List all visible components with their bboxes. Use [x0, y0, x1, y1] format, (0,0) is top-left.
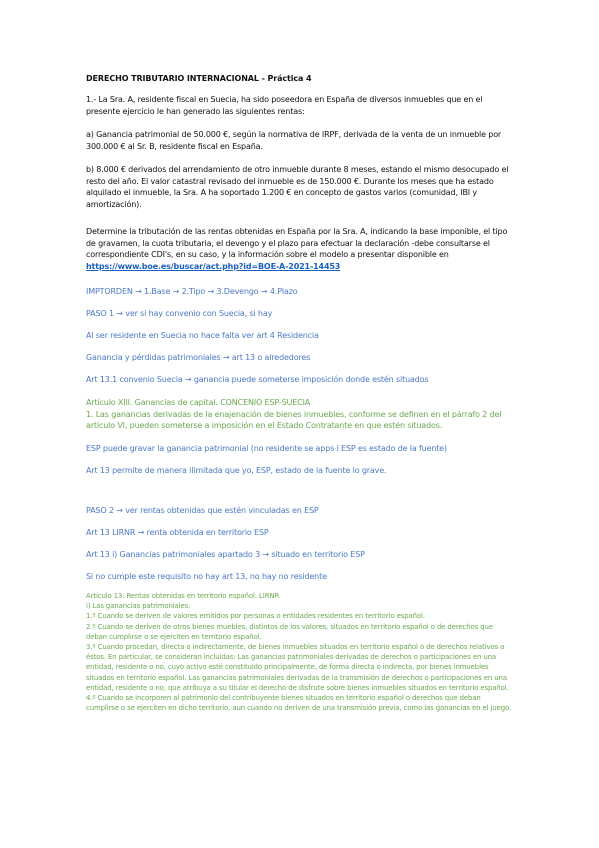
- art13-lirnr-note: Art 13 LIRNR → renta obtenida en territorio ESP: [86, 528, 269, 537]
- boe-link[interactable]: https://www.boe.es/buscar/act.php?id=BOE-A-2021-14453: [86, 261, 341, 271]
- art13-1-note: Art 13.1 convenio Suecia → ganancia puede someterse imposición donde estén situados: [86, 375, 429, 384]
- ganancia-note: Ganancia y pérdidas patrimoniales → art 13 o alrededores: [86, 353, 311, 362]
- question-text: Determine la tributación de las rentas obtenidas en España por la Sra. A, indicando la base imponible, el tipo de gravamen, la cuota tributaria, el devengo y el plazo para efectuar la declaración -debe consultarse el correspondiente CDI's, en su caso, y la información sobre el modelo a presentar disponible en: [86, 227, 508, 260]
- art13-permite-note: Art 13 permite de manera ilimitada que yo, ESP, estado de la fuente lo grave.: [86, 466, 387, 475]
- art13-i-note: Art 13 i) Ganancias patrimoniales apartado 3 → situado en territorio ESP: [86, 550, 365, 559]
- important-order: IMPTORDEN → 1.Base → 2.Tipo → 3.Devengo → 4.Plazo: [86, 287, 298, 296]
- exercise-question: [86, 226, 512, 272]
- articulo-xiii-quote: Artículo XIII. Ganancias de capital. CONCENIO ESP-SUECIA 1. Las ganancias derivadas de la enajenación de bienes inmuebles, conforme se definen en el párrafo 2 del artículo VI, pueden someterse a imposición en el Estado Contratante en que estén situados.: [86, 398, 502, 431]
- si-no-note: Si no cumple este requisito no hay art 13, no hay no residente: [86, 572, 327, 581]
- exercise-intro: 1.- La Sra. A, residente fiscal en Suecia, ha sido poseedora en España de diversos inmuebles que en el presente ejercicio le han generado las siguientes rentas:: [86, 95, 483, 116]
- item-b: b) 8.000 € derivados del arrendamiento de otro inmueble durante 8 meses, estando el mismo desocupado el resto del año. El valor catastral revisado del inmueble es de 150.000 €. Durante los meses que ha estado alquilado el inmueble, la Sra. A ha soportado 1.200 € en concepto de gastos varios (comunidad, IBI y amortización).: [86, 165, 509, 209]
- residente-note: Al ser residente en Suecia no hace falta ver art 4 Residencia: [86, 331, 319, 340]
- paso-1: PASO 1 → ver si hay convenio con Suecia, si hay: [86, 309, 273, 318]
- esp-puede-note: ESP puede gravar la ganancia patrimonial (no residente se apps i ESP es estado de la fuente): [86, 444, 448, 453]
- document-title: DERECHO TRIBUTARIO INTERNACIONAL - Práctica 4: [86, 74, 312, 83]
- item-a: a) Ganancia patrimonial de 50.000 €, según la normativa de IRPF, derivada de la venta de un inmueble por 300.000 € al Sr. B, residente fiscal en España.: [86, 130, 502, 151]
- paso-2: PASO 2 → ver rentas obtenidas que estén vinculadas en ESP: [86, 506, 319, 515]
- articulo-13-quote: Artículo 13. Rentas obtenidas en territorio español. LIRNR i) Las ganancias patrimoniales: 1.º Cuando se deriven de valores emitidos por personas o entidades residentes en territorio español. 2.º Cuando se deriven de otros bienes muebles, distintos de los valores, situados en territorio español o de derechos que deban cumplirse o se ejerciten en territorio español. 3.º Cuando procedan, directa o indirectamente, de bienes inmuebles situados en territorio español o de derechos relativos a éstos. En particular, se consideran incluidas: Las ganancias patrimoniales derivadas de derechos o participaciones en una entidad, residente o no, cuyo activo esté constituido principalmente, de forma directa o indirecta, por bienes inmuebles situados en territorio español. Las ganancias patrimoniales derivadas de la transmisión de derechos o participaciones en una entidad, residente o no, que atribuya a su titular el derecho de disfrute sobre bienes inmuebles situados en territorio español. 4.º Cuando se incorporen al patrimonio del contribuyente bienes situados en territorio español o derechos que deban cumplirse o se ejerciten en dicho territorio, aun cuando no deriven de una transmisión previa, como las ganancias en el juego.: [86, 592, 512, 713]
